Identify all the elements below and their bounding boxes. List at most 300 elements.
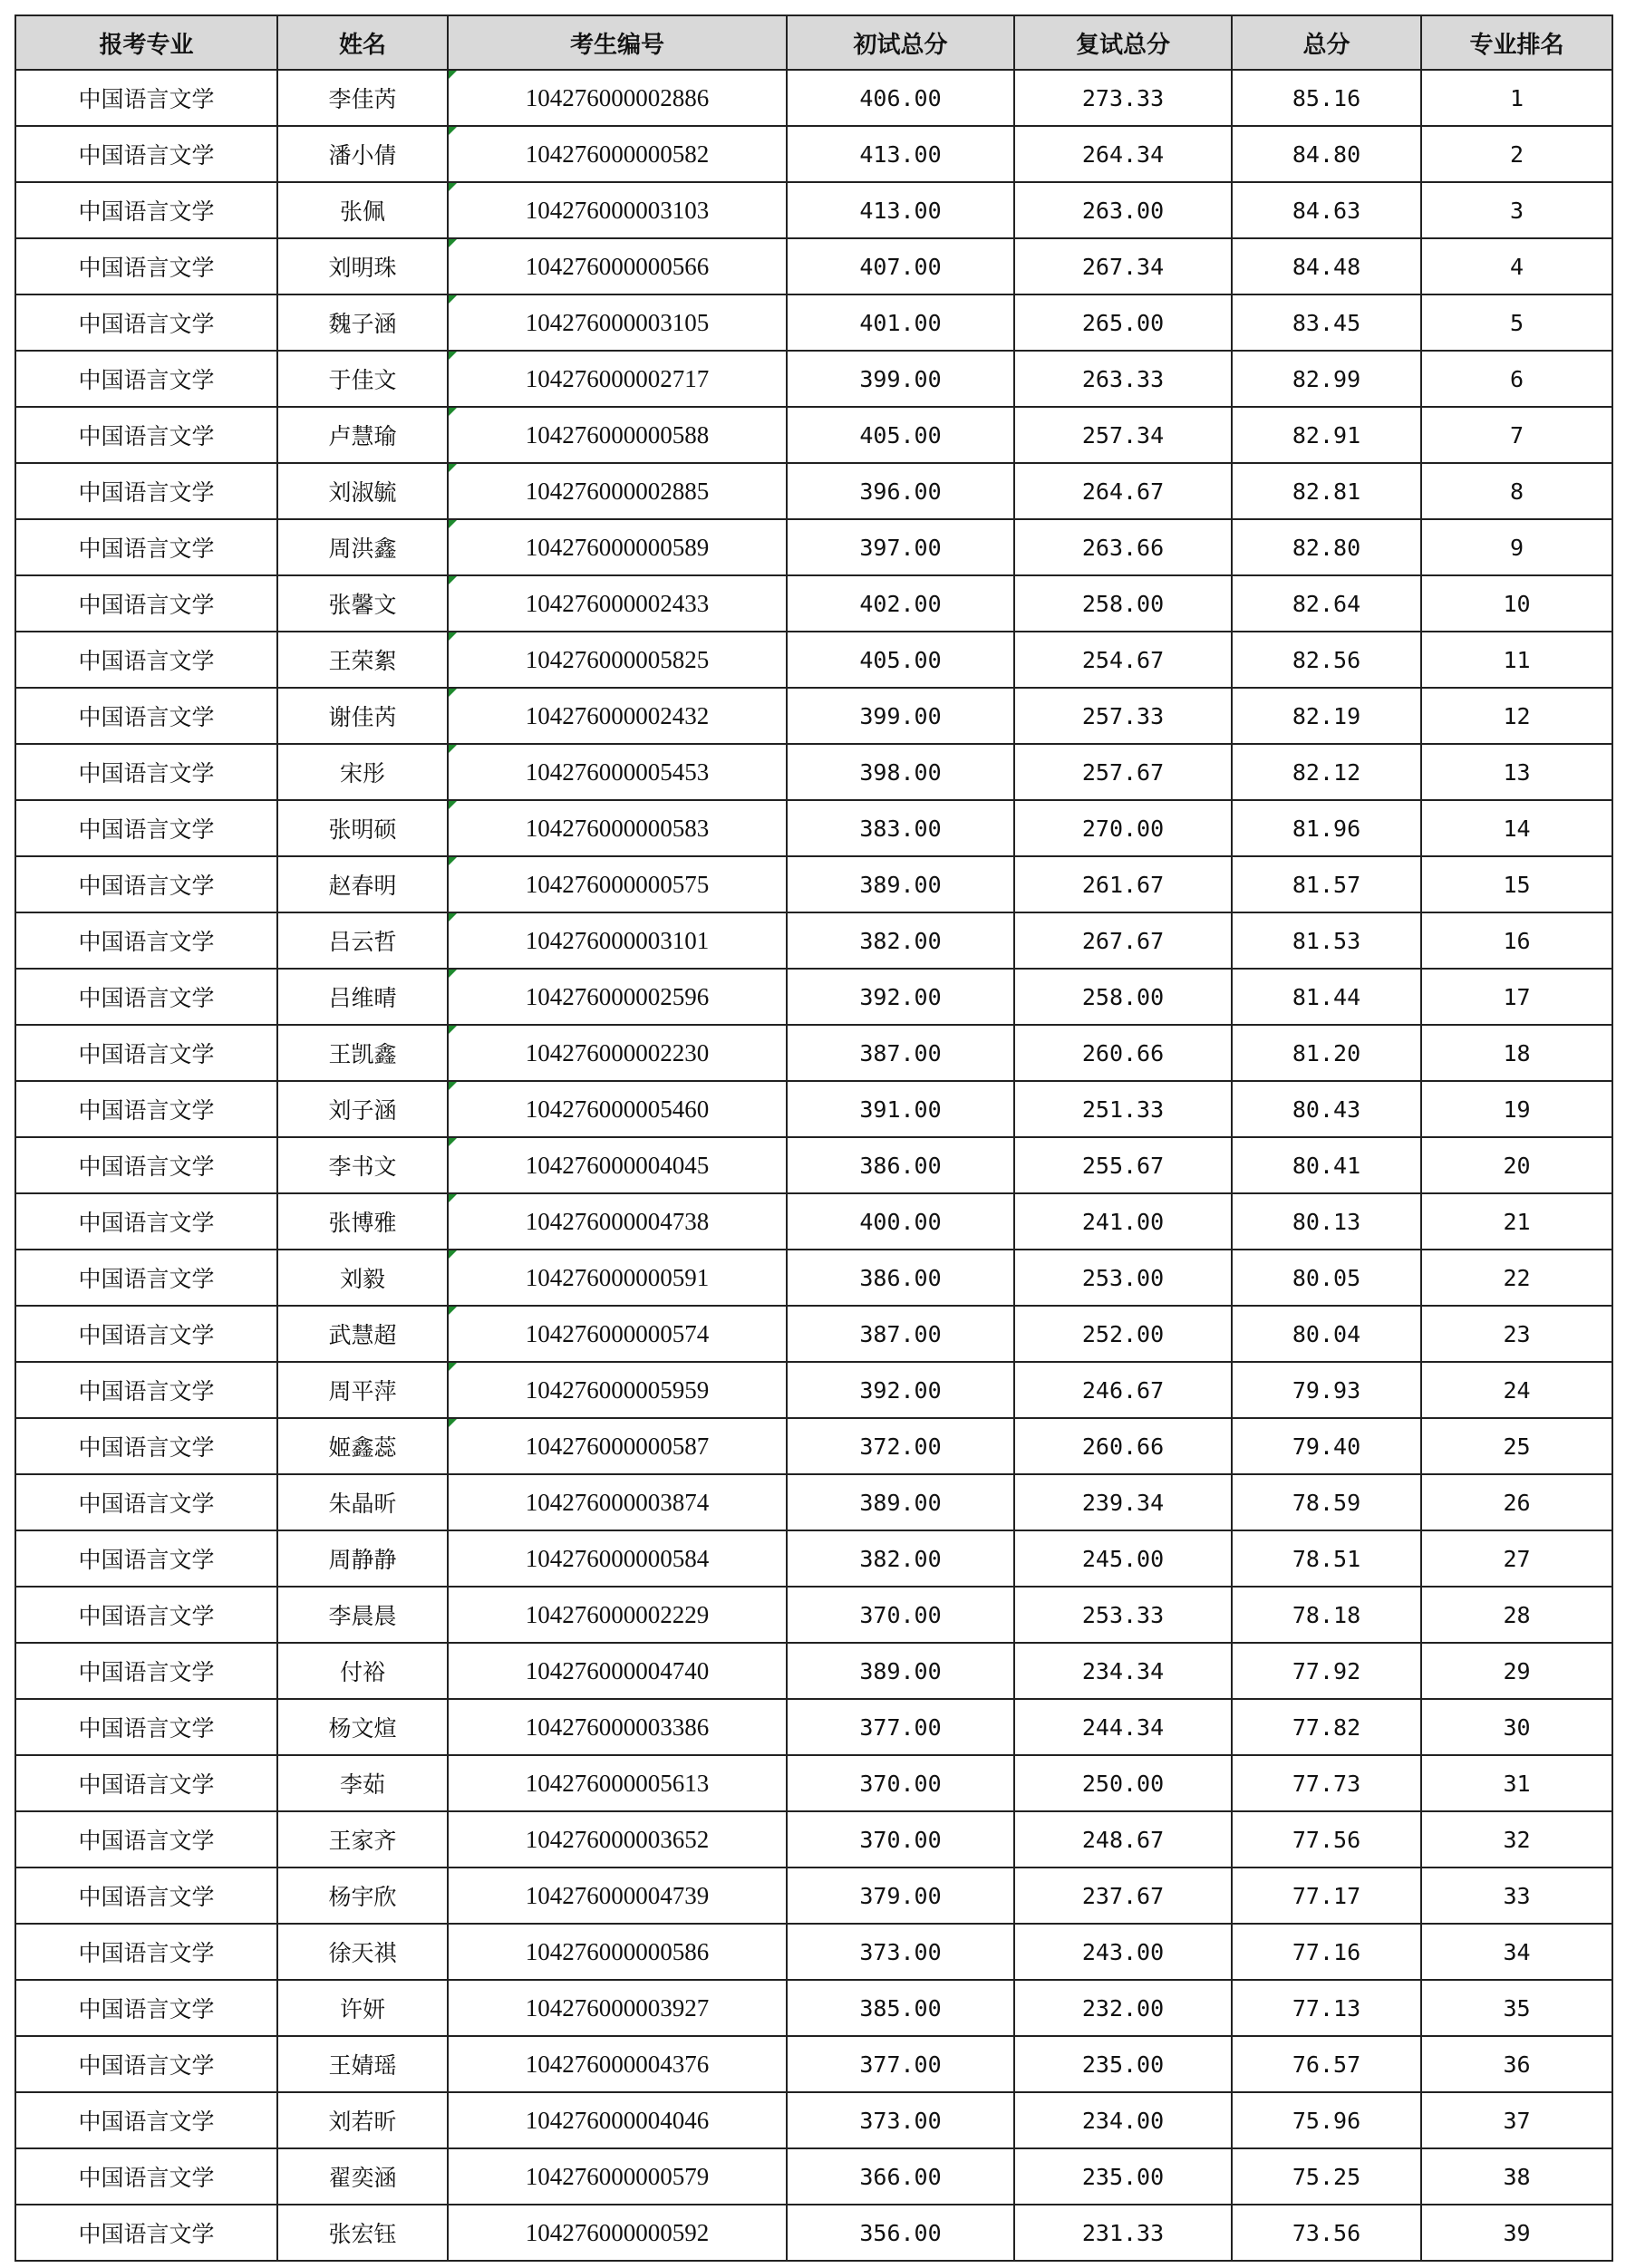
table-row: [15, 688, 1612, 744]
cell-rank: 7: [1421, 407, 1612, 463]
cell-name: 王家齐: [277, 1811, 448, 1867]
cell-total-score: 75.25: [1232, 2148, 1421, 2205]
cell-candidate-id: 104276000002230: [448, 1025, 787, 1081]
cell-total-score: 77.73: [1232, 1755, 1421, 1811]
cell-total-score: 78.51: [1232, 1530, 1421, 1587]
cell-major: 中国语言文学: [15, 1643, 277, 1699]
cell-rank: 37: [1421, 2092, 1612, 2148]
cell-initial-score: 389.00: [787, 856, 1014, 912]
header-initial-score: 初试总分: [787, 15, 1014, 70]
cell-candidate-id: 104276000000583: [448, 800, 787, 856]
cell-name: 卢慧瑜: [277, 407, 448, 463]
cell-major: 中国语言文学: [15, 744, 277, 800]
table-row: [15, 70, 1612, 126]
cell-retest-score: 239.34: [1014, 1474, 1232, 1530]
cell-initial-score: 377.00: [787, 2036, 1014, 2092]
cell-candidate-id: 104276000003103: [448, 182, 787, 238]
table-row: [15, 632, 1612, 688]
cell-retest-score: 244.34: [1014, 1699, 1232, 1755]
cell-total-score: 84.48: [1232, 238, 1421, 294]
cell-retest-score: 241.00: [1014, 1193, 1232, 1250]
cell-major: 中国语言文学: [15, 1250, 277, 1306]
table-header: [15, 15, 1612, 70]
cell-retest-score: 234.00: [1014, 2092, 1232, 2148]
table-row: [15, 912, 1612, 969]
cell-major: 中国语言文学: [15, 1474, 277, 1530]
cell-major: 中国语言文学: [15, 70, 277, 126]
cell-name: 李佳芮: [277, 70, 448, 126]
cell-rank: 32: [1421, 1811, 1612, 1867]
cell-total-score: 77.16: [1232, 1924, 1421, 1980]
cell-total-score: 85.16: [1232, 70, 1421, 126]
cell-major: 中国语言文学: [15, 2092, 277, 2148]
cell-major: 中国语言文学: [15, 1418, 277, 1474]
cell-major: 中国语言文学: [15, 1755, 277, 1811]
cell-name: 刘子涵: [277, 1081, 448, 1137]
cell-initial-score: 383.00: [787, 800, 1014, 856]
cell-name: 潘小倩: [277, 126, 448, 182]
cell-retest-score: 258.00: [1014, 969, 1232, 1025]
cell-total-score: 80.43: [1232, 1081, 1421, 1137]
table-row: [15, 463, 1612, 519]
cell-candidate-id: 104276000003652: [448, 1811, 787, 1867]
cell-retest-score: 237.67: [1014, 1867, 1232, 1924]
cell-total-score: 73.56: [1232, 2205, 1421, 2261]
cell-major: 中国语言文学: [15, 294, 277, 351]
ranking-table: [15, 14, 1613, 2262]
cell-candidate-id: 104276000000591: [448, 1250, 787, 1306]
cell-major: 中国语言文学: [15, 1306, 277, 1362]
cell-total-score: 77.56: [1232, 1811, 1421, 1867]
cell-rank: 28: [1421, 1587, 1612, 1643]
cell-candidate-id: 104276000000579: [448, 2148, 787, 2205]
cell-total-score: 82.80: [1232, 519, 1421, 575]
cell-total-score: 82.99: [1232, 351, 1421, 407]
cell-name: 王荣絮: [277, 632, 448, 688]
cell-major: 中国语言文学: [15, 351, 277, 407]
cell-initial-score: 356.00: [787, 2205, 1014, 2261]
cell-rank: 15: [1421, 856, 1612, 912]
cell-candidate-id: 104276000004045: [448, 1137, 787, 1193]
cell-candidate-id: 104276000004376: [448, 2036, 787, 2092]
cell-initial-score: 377.00: [787, 1699, 1014, 1755]
cell-initial-score: 382.00: [787, 1530, 1014, 1587]
cell-retest-score: 235.00: [1014, 2148, 1232, 2205]
cell-total-score: 83.45: [1232, 294, 1421, 351]
cell-candidate-id: 104276000005825: [448, 632, 787, 688]
cell-candidate-id: 104276000002886: [448, 70, 787, 126]
cell-major: 中国语言文学: [15, 182, 277, 238]
cell-retest-score: 258.00: [1014, 575, 1232, 632]
table-row: [15, 182, 1612, 238]
cell-major: 中国语言文学: [15, 1924, 277, 1980]
cell-initial-score: 370.00: [787, 1811, 1014, 1867]
cell-rank: 10: [1421, 575, 1612, 632]
cell-initial-score: 386.00: [787, 1250, 1014, 1306]
cell-rank: 21: [1421, 1193, 1612, 1250]
cell-retest-score: 263.00: [1014, 182, 1232, 238]
cell-total-score: 79.40: [1232, 1418, 1421, 1474]
cell-name: 赵春明: [277, 856, 448, 912]
cell-rank: 36: [1421, 2036, 1612, 2092]
cell-rank: 39: [1421, 2205, 1612, 2261]
table-row: [15, 1643, 1612, 1699]
cell-initial-score: 392.00: [787, 969, 1014, 1025]
cell-retest-score: 234.34: [1014, 1643, 1232, 1699]
cell-initial-score: 396.00: [787, 463, 1014, 519]
cell-rank: 35: [1421, 1980, 1612, 2036]
cell-retest-score: 248.67: [1014, 1811, 1232, 1867]
cell-retest-score: 270.00: [1014, 800, 1232, 856]
cell-name: 刘明珠: [277, 238, 448, 294]
cell-total-score: 82.12: [1232, 744, 1421, 800]
cell-initial-score: 370.00: [787, 1755, 1014, 1811]
cell-candidate-id: 104276000000574: [448, 1306, 787, 1362]
cell-major: 中国语言文学: [15, 1980, 277, 2036]
cell-initial-score: 386.00: [787, 1137, 1014, 1193]
table-row: [15, 575, 1612, 632]
cell-candidate-id: 104276000002596: [448, 969, 787, 1025]
cell-retest-score: 257.34: [1014, 407, 1232, 463]
cell-total-score: 82.91: [1232, 407, 1421, 463]
cell-initial-score: 389.00: [787, 1643, 1014, 1699]
table-row: [15, 126, 1612, 182]
table-row: [15, 969, 1612, 1025]
cell-major: 中国语言文学: [15, 2205, 277, 2261]
cell-name: 刘淑毓: [277, 463, 448, 519]
cell-name: 李书文: [277, 1137, 448, 1193]
cell-total-score: 76.57: [1232, 2036, 1421, 2092]
cell-candidate-id: 104276000003874: [448, 1474, 787, 1530]
cell-candidate-id: 104276000000582: [448, 126, 787, 182]
cell-candidate-id: 104276000002432: [448, 688, 787, 744]
cell-name: 宋彤: [277, 744, 448, 800]
table-row: [15, 1755, 1612, 1811]
cell-initial-score: 366.00: [787, 2148, 1014, 2205]
cell-major: 中国语言文学: [15, 1193, 277, 1250]
cell-retest-score: 245.00: [1014, 1530, 1232, 1587]
cell-retest-score: 251.33: [1014, 1081, 1232, 1137]
cell-retest-score: 255.67: [1014, 1137, 1232, 1193]
cell-initial-score: 413.00: [787, 126, 1014, 182]
cell-name: 李茹: [277, 1755, 448, 1811]
cell-name: 武慧超: [277, 1306, 448, 1362]
header-candidate-id: 考生编号: [448, 15, 787, 70]
cell-name: 张博雅: [277, 1193, 448, 1250]
cell-rank: 19: [1421, 1081, 1612, 1137]
cell-major: 中国语言文学: [15, 856, 277, 912]
cell-name: 刘毅: [277, 1250, 448, 1306]
cell-major: 中国语言文学: [15, 407, 277, 463]
cell-candidate-id: 104276000000575: [448, 856, 787, 912]
cell-candidate-id: 104276000005959: [448, 1362, 787, 1418]
cell-name: 谢佳芮: [277, 688, 448, 744]
cell-retest-score: 263.66: [1014, 519, 1232, 575]
cell-rank: 6: [1421, 351, 1612, 407]
table-row: [15, 1980, 1612, 2036]
cell-rank: 14: [1421, 800, 1612, 856]
cell-retest-score: 257.67: [1014, 744, 1232, 800]
cell-initial-score: 402.00: [787, 575, 1014, 632]
cell-initial-score: 399.00: [787, 351, 1014, 407]
cell-name: 周洪鑫: [277, 519, 448, 575]
cell-total-score: 80.41: [1232, 1137, 1421, 1193]
cell-rank: 33: [1421, 1867, 1612, 1924]
cell-candidate-id: 104276000004740: [448, 1643, 787, 1699]
cell-major: 中国语言文学: [15, 126, 277, 182]
cell-rank: 23: [1421, 1306, 1612, 1362]
cell-total-score: 84.80: [1232, 126, 1421, 182]
cell-rank: 27: [1421, 1530, 1612, 1587]
cell-candidate-id: 104276000002717: [448, 351, 787, 407]
table-row: [15, 1699, 1612, 1755]
table-row: [15, 1306, 1612, 1362]
cell-rank: 4: [1421, 238, 1612, 294]
header-total-score: 总分: [1232, 15, 1421, 70]
cell-rank: 8: [1421, 463, 1612, 519]
cell-total-score: 82.64: [1232, 575, 1421, 632]
table-row: [15, 1362, 1612, 1418]
cell-total-score: 78.18: [1232, 1587, 1421, 1643]
table-row: [15, 294, 1612, 351]
score-sheet: [15, 14, 1611, 2262]
cell-major: 中国语言文学: [15, 1867, 277, 1924]
cell-total-score: 81.96: [1232, 800, 1421, 856]
cell-initial-score: 389.00: [787, 1474, 1014, 1530]
cell-initial-score: 405.00: [787, 407, 1014, 463]
cell-retest-score: 253.00: [1014, 1250, 1232, 1306]
table-row: [15, 1924, 1612, 1980]
cell-name: 李晨晨: [277, 1587, 448, 1643]
cell-name: 周平萍: [277, 1362, 448, 1418]
cell-total-score: 77.82: [1232, 1699, 1421, 1755]
cell-candidate-id: 104276000005453: [448, 744, 787, 800]
cell-candidate-id: 104276000002433: [448, 575, 787, 632]
cell-candidate-id: 104276000002885: [448, 463, 787, 519]
cell-total-score: 80.04: [1232, 1306, 1421, 1362]
cell-rank: 38: [1421, 2148, 1612, 2205]
cell-retest-score: 235.00: [1014, 2036, 1232, 2092]
cell-candidate-id: 104276000000566: [448, 238, 787, 294]
table-row: [15, 2092, 1612, 2148]
cell-retest-score: 260.66: [1014, 1025, 1232, 1081]
cell-name: 姬鑫蕊: [277, 1418, 448, 1474]
cell-total-score: 77.92: [1232, 1643, 1421, 1699]
cell-initial-score: 406.00: [787, 70, 1014, 126]
cell-major: 中国语言文学: [15, 1025, 277, 1081]
cell-rank: 24: [1421, 1362, 1612, 1418]
cell-rank: 26: [1421, 1474, 1612, 1530]
cell-rank: 13: [1421, 744, 1612, 800]
table-row: [15, 407, 1612, 463]
cell-initial-score: 392.00: [787, 1362, 1014, 1418]
table-row: [15, 1025, 1612, 1081]
cell-candidate-id: 104276000000584: [448, 1530, 787, 1587]
cell-rank: 20: [1421, 1137, 1612, 1193]
table-row: [15, 1250, 1612, 1306]
cell-name: 吕云哲: [277, 912, 448, 969]
cell-rank: 2: [1421, 126, 1612, 182]
cell-major: 中国语言文学: [15, 632, 277, 688]
cell-name: 徐天祺: [277, 1924, 448, 1980]
cell-major: 中国语言文学: [15, 1137, 277, 1193]
cell-rank: 1: [1421, 70, 1612, 126]
cell-initial-score: 387.00: [787, 1025, 1014, 1081]
cell-total-score: 75.96: [1232, 2092, 1421, 2148]
header-name: 姓名: [277, 15, 448, 70]
cell-total-score: 81.44: [1232, 969, 1421, 1025]
table-row: [15, 1474, 1612, 1530]
cell-candidate-id: 104276000005460: [448, 1081, 787, 1137]
cell-total-score: 79.93: [1232, 1362, 1421, 1418]
cell-retest-score: 273.33: [1014, 70, 1232, 126]
cell-major: 中国语言文学: [15, 575, 277, 632]
cell-initial-score: 399.00: [787, 688, 1014, 744]
cell-rank: 25: [1421, 1418, 1612, 1474]
table-row: [15, 1530, 1612, 1587]
cell-rank: 30: [1421, 1699, 1612, 1755]
cell-initial-score: 379.00: [787, 1867, 1014, 1924]
cell-rank: 18: [1421, 1025, 1612, 1081]
header-major: 报考专业: [15, 15, 277, 70]
cell-retest-score: 264.67: [1014, 463, 1232, 519]
table-row: [15, 856, 1612, 912]
cell-total-score: 78.59: [1232, 1474, 1421, 1530]
table-row: [15, 1811, 1612, 1867]
table-row: [15, 1137, 1612, 1193]
cell-total-score: 84.63: [1232, 182, 1421, 238]
cell-retest-score: 231.33: [1014, 2205, 1232, 2261]
table-row: [15, 238, 1612, 294]
cell-retest-score: 246.67: [1014, 1362, 1232, 1418]
cell-major: 中国语言文学: [15, 1530, 277, 1587]
cell-candidate-id: 104276000003101: [448, 912, 787, 969]
cell-candidate-id: 104276000000589: [448, 519, 787, 575]
cell-name: 张馨文: [277, 575, 448, 632]
cell-retest-score: 264.34: [1014, 126, 1232, 182]
cell-total-score: 82.19: [1232, 688, 1421, 744]
cell-retest-score: 263.33: [1014, 351, 1232, 407]
cell-name: 许妍: [277, 1980, 448, 2036]
cell-major: 中国语言文学: [15, 1699, 277, 1755]
cell-retest-score: 260.66: [1014, 1418, 1232, 1474]
cell-candidate-id: 104276000004738: [448, 1193, 787, 1250]
cell-initial-score: 407.00: [787, 238, 1014, 294]
table-row: [15, 800, 1612, 856]
cell-name: 于佳文: [277, 351, 448, 407]
cell-major: 中国语言文学: [15, 463, 277, 519]
cell-initial-score: 398.00: [787, 744, 1014, 800]
cell-total-score: 80.13: [1232, 1193, 1421, 1250]
cell-name: 杨宇欣: [277, 1867, 448, 1924]
cell-retest-score: 267.67: [1014, 912, 1232, 969]
cell-name: 刘若昕: [277, 2092, 448, 2148]
cell-retest-score: 243.00: [1014, 1924, 1232, 1980]
cell-retest-score: 253.33: [1014, 1587, 1232, 1643]
cell-major: 中国语言文学: [15, 912, 277, 969]
cell-candidate-id: 104276000000592: [448, 2205, 787, 2261]
cell-rank: 11: [1421, 632, 1612, 688]
cell-initial-score: 391.00: [787, 1081, 1014, 1137]
table-row: [15, 1081, 1612, 1137]
cell-name: 吕维晴: [277, 969, 448, 1025]
cell-name: 张宏钰: [277, 2205, 448, 2261]
cell-retest-score: 252.00: [1014, 1306, 1232, 1362]
cell-candidate-id: 104276000002229: [448, 1587, 787, 1643]
cell-name: 王婧瑶: [277, 2036, 448, 2092]
cell-total-score: 82.81: [1232, 463, 1421, 519]
header-row: [15, 15, 1612, 70]
table-row: [15, 2205, 1612, 2261]
cell-candidate-id: 104276000000587: [448, 1418, 787, 1474]
cell-retest-score: 257.33: [1014, 688, 1232, 744]
cell-total-score: 77.13: [1232, 1980, 1421, 2036]
cell-major: 中国语言文学: [15, 1362, 277, 1418]
cell-rank: 34: [1421, 1924, 1612, 1980]
cell-candidate-id: 104276000004739: [448, 1867, 787, 1924]
cell-total-score: 81.57: [1232, 856, 1421, 912]
cell-rank: 29: [1421, 1643, 1612, 1699]
cell-initial-score: 400.00: [787, 1193, 1014, 1250]
cell-retest-score: 232.00: [1014, 1980, 1232, 2036]
cell-major: 中国语言文学: [15, 519, 277, 575]
cell-candidate-id: 104276000005613: [448, 1755, 787, 1811]
cell-rank: 17: [1421, 969, 1612, 1025]
table-row: [15, 2148, 1612, 2205]
cell-initial-score: 373.00: [787, 2092, 1014, 2148]
cell-name: 张佩: [277, 182, 448, 238]
cell-initial-score: 401.00: [787, 294, 1014, 351]
table-row: [15, 744, 1612, 800]
cell-name: 朱晶昕: [277, 1474, 448, 1530]
table-body: [15, 70, 1612, 2261]
cell-retest-score: 265.00: [1014, 294, 1232, 351]
cell-name: 魏子涵: [277, 294, 448, 351]
cell-rank: 16: [1421, 912, 1612, 969]
cell-total-score: 81.20: [1232, 1025, 1421, 1081]
cell-name: 杨文煊: [277, 1699, 448, 1755]
table-row: [15, 519, 1612, 575]
cell-initial-score: 370.00: [787, 1587, 1014, 1643]
table-row: [15, 1587, 1612, 1643]
table-row: [15, 2036, 1612, 2092]
table-row: [15, 1867, 1612, 1924]
cell-name: 王凯鑫: [277, 1025, 448, 1081]
cell-major: 中国语言文学: [15, 969, 277, 1025]
cell-major: 中国语言文学: [15, 688, 277, 744]
cell-name: 翟奕涵: [277, 2148, 448, 2205]
cell-rank: 31: [1421, 1755, 1612, 1811]
cell-candidate-id: 104276000000586: [448, 1924, 787, 1980]
cell-total-score: 77.17: [1232, 1867, 1421, 1924]
cell-candidate-id: 104276000003386: [448, 1699, 787, 1755]
cell-total-score: 82.56: [1232, 632, 1421, 688]
cell-initial-score: 413.00: [787, 182, 1014, 238]
cell-rank: 12: [1421, 688, 1612, 744]
cell-major: 中国语言文学: [15, 800, 277, 856]
cell-name: 周静静: [277, 1530, 448, 1587]
cell-candidate-id: 104276000003927: [448, 1980, 787, 2036]
cell-initial-score: 385.00: [787, 1980, 1014, 2036]
cell-name: 付裕: [277, 1643, 448, 1699]
cell-candidate-id: 104276000000588: [448, 407, 787, 463]
cell-major: 中国语言文学: [15, 1081, 277, 1137]
cell-rank: 3: [1421, 182, 1612, 238]
cell-major: 中国语言文学: [15, 2036, 277, 2092]
header-rank: 专业排名: [1421, 15, 1612, 70]
cell-major: 中国语言文学: [15, 1587, 277, 1643]
cell-candidate-id: 104276000003105: [448, 294, 787, 351]
